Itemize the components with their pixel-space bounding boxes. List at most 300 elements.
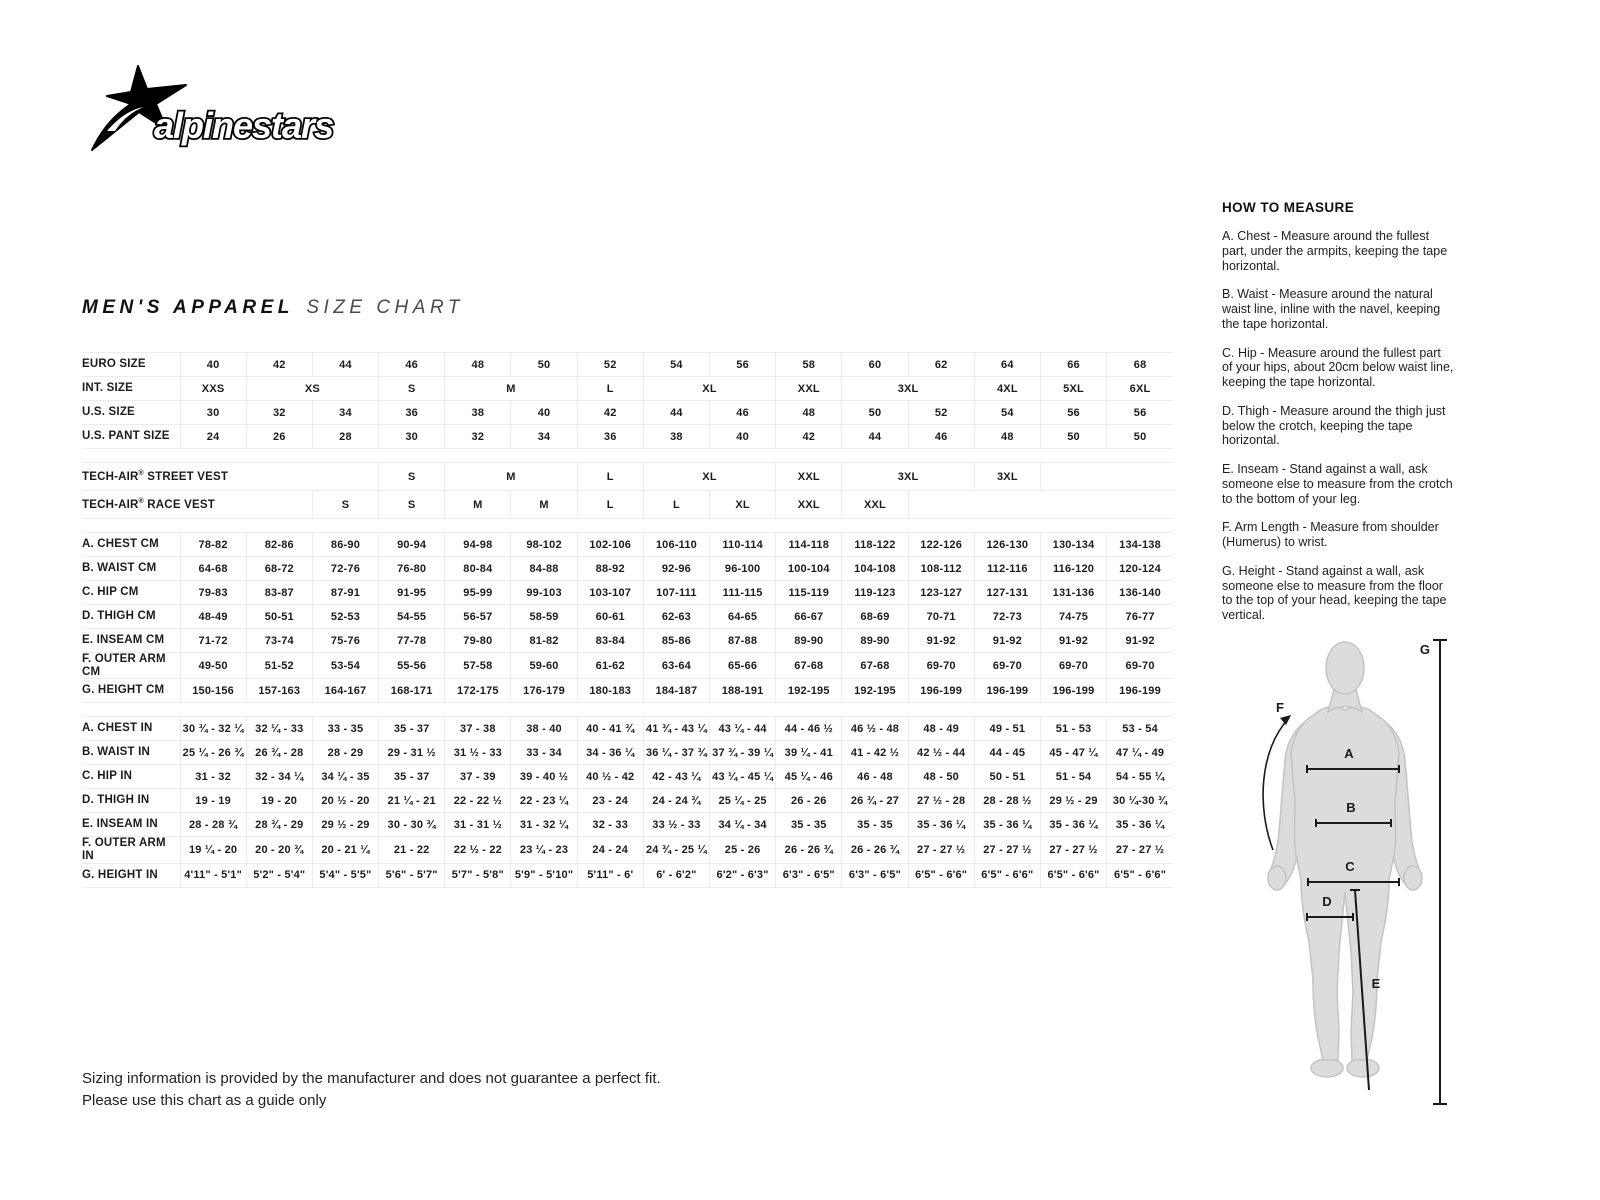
size-cell: 35 - 35	[842, 813, 908, 837]
size-cell: 3XL	[842, 377, 974, 401]
size-cell: 44	[842, 425, 908, 449]
size-cell: 66-67	[776, 605, 842, 629]
size-cell: 192-195	[842, 679, 908, 703]
size-cell: 33 - 34	[511, 741, 577, 765]
size-cell: XXL	[776, 377, 842, 401]
size-cell: 37 - 38	[445, 717, 511, 741]
size-cell: 96-100	[710, 557, 776, 581]
size-cell: 5'4" - 5'5"	[312, 863, 378, 887]
row-label: A. CHEST CM	[82, 533, 180, 557]
size-cell: 115-119	[776, 581, 842, 605]
size-cell: 22 ½ - 22	[445, 837, 511, 863]
size-cell: 6XL	[1107, 377, 1173, 401]
size-cell: 50	[511, 353, 577, 377]
size-cell: 49 - 51	[974, 717, 1040, 741]
size-cell: 116-120	[1040, 557, 1106, 581]
size-cell: 42	[776, 425, 842, 449]
size-cell: 5'6" - 5'7"	[379, 863, 445, 887]
size-cell: 33 - 35	[312, 717, 378, 741]
size-cell: 55-56	[379, 653, 445, 679]
size-cell: 21 ¼ - 21	[379, 789, 445, 813]
size-cell: 68-69	[842, 605, 908, 629]
size-cell: 38	[445, 401, 511, 425]
table-row	[82, 813, 1173, 837]
size-cell: 31 - 31 ½	[445, 813, 511, 837]
size-cell: 85-86	[643, 629, 709, 653]
table-row	[82, 679, 1173, 703]
size-cell: 107-111	[643, 581, 709, 605]
size-cell: 5'9" - 5'10"	[511, 863, 577, 887]
size-cell: 64	[974, 353, 1040, 377]
arm-length-arrowhead	[1280, 715, 1291, 725]
row-label: INT. SIZE	[82, 377, 180, 401]
page-title-sub: SIZE CHART	[306, 297, 464, 318]
size-cell: 5'7" - 5'8"	[445, 863, 511, 887]
size-cell: 112-116	[974, 557, 1040, 581]
table-row	[82, 653, 1173, 679]
size-cell: 26 - 26 ¾	[842, 837, 908, 863]
size-cell: 46	[908, 425, 974, 449]
size-cell: 24 - 24 ¾	[643, 789, 709, 813]
size-cell: 52-53	[312, 605, 378, 629]
size-cell: 78-82	[180, 533, 246, 557]
size-cell: 43 ¼ - 45 ¼	[710, 765, 776, 789]
size-cell: 66	[1040, 353, 1106, 377]
size-cell: 26 - 26	[776, 789, 842, 813]
size-cell: 111-115	[710, 581, 776, 605]
size-cell: L	[577, 491, 643, 519]
row-label: U.S. PANT SIZE	[82, 425, 180, 449]
size-cell: 5XL	[1040, 377, 1106, 401]
size-cell: 41 ¾ - 43 ¼	[643, 717, 709, 741]
size-cell: 25 - 26	[710, 837, 776, 863]
size-cell: 44 - 46 ½	[776, 717, 842, 741]
size-cell: 30 ¾ - 32 ¼	[180, 717, 246, 741]
size-cell: 48	[445, 353, 511, 377]
size-cell: 23 ¼ - 23	[511, 837, 577, 863]
size-cell: 76-80	[379, 557, 445, 581]
size-cell: 81-82	[511, 629, 577, 653]
size-cell: 34 - 36 ¼	[577, 741, 643, 765]
size-cell: 94-98	[445, 533, 511, 557]
size-cell: 20 ½ - 20	[312, 789, 378, 813]
size-cell: 19 ¼ - 20	[180, 837, 246, 863]
size-cell: 192-195	[776, 679, 842, 703]
size-cell: 87-91	[312, 581, 378, 605]
table-row	[82, 605, 1173, 629]
size-cell: 32 - 33	[577, 813, 643, 837]
measure-instruction: E. Inseam - Stand against a wall, ask someone else to measure from the crotch to the bottom of your leg.	[1222, 462, 1453, 506]
size-cell: 5'11" - 6'	[577, 863, 643, 887]
size-cell: 92-96	[643, 557, 709, 581]
measure-instruction: F. Arm Length - Measure from shoulder (Humerus) to wrist.	[1222, 520, 1439, 549]
size-cell: 64-65	[710, 605, 776, 629]
table-row	[82, 837, 1173, 863]
size-cell: 176-179	[511, 679, 577, 703]
size-cell: 123-127	[908, 581, 974, 605]
size-cell: 50	[842, 401, 908, 425]
size-cell: 91-92	[974, 629, 1040, 653]
table-row	[82, 557, 1173, 581]
size-cell: 196-199	[974, 679, 1040, 703]
table-row	[82, 353, 1173, 377]
size-cell: 65-66	[710, 653, 776, 679]
size-cell: 34	[312, 401, 378, 425]
size-cell: 91-92	[1040, 629, 1106, 653]
row-label: F. OUTER ARM IN	[82, 837, 180, 863]
size-cell: 172-175	[445, 679, 511, 703]
size-cell: 28 ¾ - 29	[246, 813, 312, 837]
size-cell: 30	[379, 425, 445, 449]
row-label: TECH-AIR® RACE VEST	[82, 491, 312, 519]
size-cell: 44	[312, 353, 378, 377]
size-cell: 134-138	[1107, 533, 1173, 557]
alpinestars-logo	[84, 62, 364, 162]
size-cell: 122-126	[908, 533, 974, 557]
size-cell: 118-122	[842, 533, 908, 557]
size-cell: 4'11" - 5'1"	[180, 863, 246, 887]
size-cell: 49-50	[180, 653, 246, 679]
size-cell: 196-199	[1107, 679, 1173, 703]
size-cell: M	[445, 463, 577, 491]
size-cell: 36 ¼ - 37 ¾	[643, 741, 709, 765]
size-cell: 39 ¼ - 41	[776, 741, 842, 765]
size-cell: 3XL	[974, 463, 1040, 491]
size-cell: 6' - 6'2"	[643, 863, 709, 887]
size-cell: 32 - 34 ¼	[246, 765, 312, 789]
row-label: B. WAIST IN	[82, 741, 180, 765]
size-cell: 43 ¼ - 44	[710, 717, 776, 741]
measure-instruction: A. Chest - Measure around the fullest part, under the armpits, keeping the tape horizontal.	[1222, 229, 1448, 273]
section-spacer	[82, 519, 1173, 533]
size-cell: XS	[246, 377, 378, 401]
size-cell: 38	[643, 425, 709, 449]
table-row	[82, 765, 1173, 789]
figure-label-hip: C	[1345, 859, 1355, 874]
size-cell: 74-75	[1040, 605, 1106, 629]
size-cell: 59-60	[511, 653, 577, 679]
size-cell: 63-64	[643, 653, 709, 679]
size-cell: 32	[246, 401, 312, 425]
size-cell: 27 ½ - 28	[908, 789, 974, 813]
size-cell: 62-63	[643, 605, 709, 629]
size-cell: 36	[577, 425, 643, 449]
size-cell: 70-71	[908, 605, 974, 629]
size-cell: 26	[246, 425, 312, 449]
size-cell: 89-90	[776, 629, 842, 653]
size-cell: 27 - 27 ½	[1107, 837, 1173, 863]
size-cell: S	[379, 377, 445, 401]
size-cell: 19 - 19	[180, 789, 246, 813]
size-cell: M	[445, 377, 577, 401]
size-cell: 106-110	[643, 533, 709, 557]
height-measure-line	[1433, 640, 1447, 1104]
size-cell: 103-107	[577, 581, 643, 605]
size-cell: 164-167	[312, 679, 378, 703]
size-cell: 102-106	[577, 533, 643, 557]
size-cell: 24	[180, 425, 246, 449]
size-cell: 47 ¼ - 49	[1107, 741, 1173, 765]
size-cell: 75-76	[312, 629, 378, 653]
size-cell: 40	[180, 353, 246, 377]
row-label: D. THIGH IN	[82, 789, 180, 813]
size-cell: 23 - 24	[577, 789, 643, 813]
size-cell: 184-187	[643, 679, 709, 703]
size-cell: 98-102	[511, 533, 577, 557]
size-cell: S	[379, 491, 445, 519]
size-cell: 46	[379, 353, 445, 377]
size-cell: 72-76	[312, 557, 378, 581]
row-label: E. INSEAM IN	[82, 813, 180, 837]
size-cell: 31 - 32	[180, 765, 246, 789]
size-cell: 30	[180, 401, 246, 425]
size-cell: 168-171	[379, 679, 445, 703]
size-cell: 46 - 48	[842, 765, 908, 789]
size-cell: 95-99	[445, 581, 511, 605]
row-label: G. HEIGHT IN	[82, 863, 180, 887]
table-row	[82, 863, 1173, 887]
size-cell: 27 - 27 ½	[974, 837, 1040, 863]
figure-label-waist: B	[1346, 800, 1356, 815]
size-cell: 35 - 36 ¼	[1040, 813, 1106, 837]
size-cell: 25 ¼ - 26 ¾	[180, 741, 246, 765]
size-cell: 61-62	[577, 653, 643, 679]
size-cell: 84-88	[511, 557, 577, 581]
size-cell: 48 - 49	[908, 717, 974, 741]
size-cell: 67-68	[842, 653, 908, 679]
size-cell: 6'5" - 6'6"	[908, 863, 974, 887]
size-cell: 80-84	[445, 557, 511, 581]
size-cell: 42 - 43 ¼	[643, 765, 709, 789]
size-cell: 196-199	[908, 679, 974, 703]
size-cell: 34 ¼ - 34	[710, 813, 776, 837]
size-cell: XXL	[776, 463, 842, 491]
size-cell: 35 - 35	[776, 813, 842, 837]
size-cell: 83-84	[577, 629, 643, 653]
size-cell: XXS	[180, 377, 246, 401]
body-measurement-diagram	[1235, 612, 1557, 1112]
size-cell: 40 - 41 ¾	[577, 717, 643, 741]
size-cell: 54	[974, 401, 1040, 425]
measure-instruction: B. Waist - Measure around the natural waist line, inline with the navel, keeping the tape horizontal.	[1222, 287, 1441, 331]
table-row	[82, 533, 1173, 557]
table-row	[82, 717, 1173, 741]
size-cell: XXL	[842, 491, 908, 519]
row-label: EURO SIZE	[82, 353, 180, 377]
size-cell: 56	[710, 353, 776, 377]
size-cell: 35 - 36 ¼	[974, 813, 1040, 837]
size-cell: XL	[643, 463, 775, 491]
size-cell: 104-108	[842, 557, 908, 581]
size-cell: 54-55	[379, 605, 445, 629]
size-cell: 56	[1040, 401, 1106, 425]
size-table-body	[82, 353, 1173, 888]
size-cell: 79-83	[180, 581, 246, 605]
size-cell: 54	[643, 353, 709, 377]
size-cell: 45 - 47 ¼	[1040, 741, 1106, 765]
disclaimer-line-2: Please use this chart as a guide only	[82, 1091, 327, 1109]
size-cell: 50-51	[246, 605, 312, 629]
size-cell: 19 - 20	[246, 789, 312, 813]
size-cell: 114-118	[776, 533, 842, 557]
size-cell: 68-72	[246, 557, 312, 581]
size-cell: 48-49	[180, 605, 246, 629]
size-cell: 40	[511, 401, 577, 425]
size-cell: 35 - 36 ¼	[1107, 813, 1173, 837]
row-label: A. CHEST IN	[82, 717, 180, 741]
section-spacer	[82, 703, 1173, 717]
disclaimer-line-1: Sizing information is provided by the manufacturer and does not guarantee a perfect fit.	[82, 1070, 661, 1087]
size-cell: 50 - 51	[974, 765, 1040, 789]
size-cell: 27 - 27 ½	[1040, 837, 1106, 863]
page-title-main: MEN'S APPAREL	[82, 297, 294, 318]
size-cell: 68	[1107, 353, 1173, 377]
how-to-measure-heading: HOW TO MEASURE	[1222, 200, 1355, 215]
size-cell: 126-130	[974, 533, 1040, 557]
size-cell: M	[511, 491, 577, 519]
size-cell: 37 ¾ - 39 ¼	[710, 741, 776, 765]
size-cell: L	[643, 491, 709, 519]
table-row	[82, 789, 1173, 813]
size-cell: 119-123	[842, 581, 908, 605]
size-cell: 48	[776, 401, 842, 425]
size-cell: 22 - 23 ¼	[511, 789, 577, 813]
section-spacer	[82, 449, 1173, 463]
size-cell: 46	[710, 401, 776, 425]
table-row	[82, 377, 1173, 401]
size-cell: 40	[710, 425, 776, 449]
size-cell: 6'3" - 6'5"	[776, 863, 842, 887]
size-cell: 31 ½ - 33	[445, 741, 511, 765]
size-cell: 39 - 40 ½	[511, 765, 577, 789]
size-cell: 30 ¼-30 ¾	[1107, 789, 1173, 813]
size-cell: 22 - 22 ½	[445, 789, 511, 813]
size-cell: M	[445, 491, 511, 519]
size-cell: 71-72	[180, 629, 246, 653]
figure-label-inseam: E	[1371, 976, 1381, 991]
size-cell: 26 ¾ - 28	[246, 741, 312, 765]
size-cell: 53 - 54	[1107, 717, 1173, 741]
size-cell: 34	[511, 425, 577, 449]
table-row	[82, 401, 1173, 425]
size-cell: 54 - 55 ¼	[1107, 765, 1173, 789]
size-cell: 28 - 29	[312, 741, 378, 765]
size-cell: 130-134	[1040, 533, 1106, 557]
size-cell: 4XL	[974, 377, 1040, 401]
size-cell: 120-124	[1107, 557, 1173, 581]
size-cell: 24 - 24	[577, 837, 643, 863]
size-cell: 35 - 36 ¼	[908, 813, 974, 837]
size-cell: 72-73	[974, 605, 1040, 629]
size-cell: 45 ¼ - 46	[776, 765, 842, 789]
row-label: C. HIP CM	[82, 581, 180, 605]
size-cell: 91-95	[379, 581, 445, 605]
figure-label-thigh: D	[1322, 894, 1332, 909]
size-cell: L	[577, 377, 643, 401]
size-cell: 42	[577, 401, 643, 425]
row-label: F. OUTER ARM CM	[82, 653, 180, 679]
size-cell: 87-88	[710, 629, 776, 653]
measure-instruction: D. Thigh - Measure around the thigh just below the crotch, keeping the tape horizontal.	[1222, 403, 1446, 448]
size-cell: 131-136	[1040, 581, 1106, 605]
size-cell: 32 ¼ - 33	[246, 717, 312, 741]
size-cell: 36	[379, 401, 445, 425]
table-row	[82, 581, 1173, 605]
size-cell: 89-90	[842, 629, 908, 653]
measure-instruction: C. Hip - Measure around the fullest part of your hips, about 20cm below waist line, keeping the tape horizontal.	[1222, 345, 1454, 389]
size-cell: 110-114	[710, 533, 776, 557]
size-cell: 3XL	[842, 463, 974, 491]
size-cell: 91-92	[908, 629, 974, 653]
disclaimer	[82, 1068, 661, 1112]
size-cell: 188-191	[710, 679, 776, 703]
row-label: G. HEIGHT CM	[82, 679, 180, 703]
size-cell: 69-70	[1040, 653, 1106, 679]
size-cell: 5'2" - 5'4"	[246, 863, 312, 887]
size-cell: 58-59	[511, 605, 577, 629]
size-cell: 34 ¼ - 35	[312, 765, 378, 789]
measure-instructions	[1222, 229, 1454, 623]
size-cell: S	[312, 491, 378, 519]
size-cell: 108-112	[908, 557, 974, 581]
row-label: C. HIP IN	[82, 765, 180, 789]
table-row	[82, 491, 1173, 519]
size-cell: 62	[908, 353, 974, 377]
size-cell: 6'5" - 6'6"	[1040, 863, 1106, 887]
size-cell: 127-131	[974, 581, 1040, 605]
size-cell: 50	[1107, 425, 1173, 449]
size-cell: 6'5" - 6'6"	[1107, 863, 1173, 887]
row-label: TECH-AIR® STREET VEST	[82, 463, 379, 491]
figure-label-arm: F	[1276, 700, 1284, 715]
how-to-measure-panel	[1222, 200, 1454, 637]
size-cell: 6'3" - 6'5"	[842, 863, 908, 887]
size-cell: 40 ½ - 42	[577, 765, 643, 789]
size-cell: 91-92	[1107, 629, 1173, 653]
size-cell: 29 ½ - 29	[1040, 789, 1106, 813]
size-cell: 150-156	[180, 679, 246, 703]
size-cell: L	[577, 463, 643, 491]
size-cell: 35 - 37	[379, 765, 445, 789]
row-label: D. THIGH CM	[82, 605, 180, 629]
size-cell: 51-52	[246, 653, 312, 679]
size-cell: 25 ¼ - 25	[710, 789, 776, 813]
size-cell: 28 - 28 ¾	[180, 813, 246, 837]
size-cell: 44	[643, 401, 709, 425]
size-cell: 90-94	[379, 533, 445, 557]
size-cell: 73-74	[246, 629, 312, 653]
size-cell: 67-68	[776, 653, 842, 679]
size-cell: 33 ½ - 33	[643, 813, 709, 837]
row-label: E. INSEAM CM	[82, 629, 180, 653]
table-row	[82, 629, 1173, 653]
size-cell: 28 - 28 ½	[974, 789, 1040, 813]
size-cell: 28	[312, 425, 378, 449]
row-label: B. WAIST CM	[82, 557, 180, 581]
size-cell: 46 ½ - 48	[842, 717, 908, 741]
size-cell: XL	[710, 491, 776, 519]
size-cell: 99-103	[511, 581, 577, 605]
size-cell	[908, 491, 1173, 519]
size-cell: 32	[445, 425, 511, 449]
size-cell: 27 - 27 ½	[908, 837, 974, 863]
size-cell: 37 - 39	[445, 765, 511, 789]
page-title	[82, 297, 464, 319]
figure-label-chest: A	[1344, 746, 1354, 761]
size-cell: 56	[1107, 401, 1173, 425]
size-cell: 26 ¾ - 27	[842, 789, 908, 813]
table-row	[82, 741, 1173, 765]
